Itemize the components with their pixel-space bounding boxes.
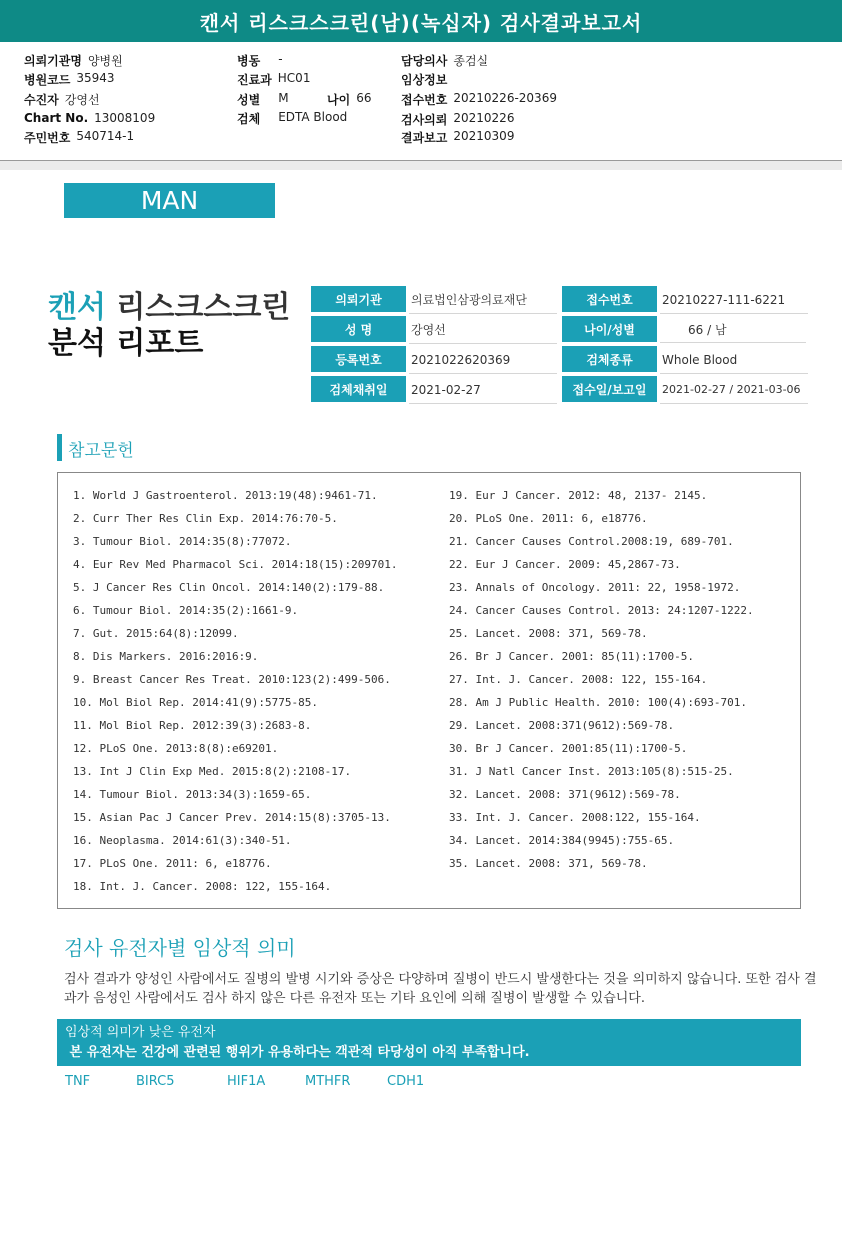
info-label-reg-no: 등록번호 [311,346,406,372]
reference-item: 5. J Cancer Res Clin Oncol. 2014:140(2):179-88. [73,581,385,594]
report-title-bar [0,0,842,42]
reference-item: 31. J Natl Cancer Inst. 2013:105(8):515-25. [449,765,734,778]
reference-item: 13. Int J Clin Exp Med. 2015:8(2):2108-17. [73,765,352,778]
info-value-collect-date: 2021-02-27 [409,376,557,404]
header-chart-no: Chart No. 13008109 [24,111,156,125]
reference-item: 16. Neoplasma. 2014:61(3):340-51. [73,834,292,847]
gene-label: TNF [65,1074,91,1089]
reference-item: 21. Cancer Causes Control.2008:19, 689-701. [449,535,734,548]
gene-label: CDH1 [387,1074,425,1089]
reference-item: 34. Lancet. 2014:384(9945):755-65. [449,834,675,847]
references-column-right [449,487,754,878]
gene-label: MTHFR [305,1074,351,1089]
references-column-left [73,487,398,901]
header-hospital-code: 병원코드 35943 [24,71,115,87]
header-doctor: 담당의사 종검실 [401,54,489,68]
reference-item: 9. Breast Cancer Res Treat. 2010:123(2):499-506. [73,673,391,686]
report-heading-riskscreen: 리스크스크린 [116,290,291,325]
reference-item: 4. Eur Rev Med Pharmacol Sci. 2014:18(15):209701. [73,558,398,571]
reference-item: 30. Br J Cancer. 2001:85(11):1700-5. [449,742,688,755]
reference-item: 33. Int. J. Cancer. 2008:122, 155-164. [449,811,701,824]
reference-item: 10. Mol Biol Rep. 2014:41(9):5775-85. [73,696,319,709]
report-title: 캔서 리스크스크린(남)(녹십자) 검사결과보고서 [199,10,643,35]
reference-item: 12. PLoS One. 2013:8(8):e69201. [73,742,279,755]
reference-item: 18. Int. J. Cancer. 2008: 122, 155-164. [73,880,332,893]
info-label-dates: 접수일/보고일 [562,376,657,402]
info-label-collect-date: 검체채취일 [311,376,406,402]
low-significance-title: 임상적 의미가 낮은 유전자 [65,1025,216,1040]
reference-item: 11. Mol Biol Rep. 2012:39(3):2683-8. [73,719,312,732]
header-receipt-no: 접수번호 20210226-20369 [401,91,557,107]
header-age: 나이 66 [327,91,372,107]
reference-item: 3. Tumour Biol. 2014:35(8):77072. [73,535,292,548]
info-value-specimen-type: Whole Blood [660,346,808,374]
significance-title: 검사 유전자별 임상적 의미 [64,936,296,960]
reference-item: 29. Lancet. 2008:371(9612):569-78. [449,719,675,732]
reference-item: 19. Eur J Cancer. 2012: 48, 2137- 2145. [449,489,708,502]
reference-item: 8. Dis Markers. 2016:2016:9. [73,650,259,663]
header-clinical-info: 임상정보 [401,73,448,87]
info-value-institution: 의료법인삼광의료재단 [409,286,557,314]
references-section-marker [57,434,62,461]
header-ward: 병동 - [237,52,283,68]
header-result-date: 결과보고 20210309 [401,129,515,145]
reference-item: 7. Gut. 2015:64(8):12099. [73,627,239,640]
header-resident-no: 주민번호 540714-1 [24,129,135,145]
info-label-receipt: 접수번호 [562,286,657,312]
header-specimen: 검체 EDTA Blood [237,110,348,126]
patient-header [0,42,842,160]
reference-item: 26. Br J Cancer. 2001: 85(11):1700-5. [449,650,695,663]
reference-item: 25. Lancet. 2008: 371, 569-78. [449,627,648,640]
info-value-name: 강영선 [409,316,557,344]
info-value-reg-no: 2021022620369 [409,346,557,374]
info-label-institution: 의뢰기관 [311,286,406,312]
report-heading-line2: 분석 리포트 [48,326,204,361]
gender-tag [64,183,275,218]
reference-item: 15. Asian Pac J Cancer Prev. 2014:15(8):3705-13. [73,811,391,824]
header-department: 진료과 HC01 [237,71,311,87]
reference-item: 27. Int. J. Cancer. 2008: 122, 155-164. [449,673,708,686]
header-patient: 수진자 강영선 [24,93,100,107]
header-band [0,161,842,170]
header-institution: 의뢰기관명 양병원 [24,54,123,68]
reference-item: 6. Tumour Biol. 2014:35(2):1661-9. [73,604,299,617]
reference-item: 35. Lancet. 2008: 371, 569-78. [449,857,648,870]
gene-label: BIRC5 [136,1074,175,1089]
report-heading [48,290,290,362]
info-label-age-sex: 나이/성별 [562,316,657,342]
info-label-name: 성 명 [311,316,406,342]
gene-label: HIF1A [227,1074,266,1089]
reference-item: 20. PLoS One. 2011: 6, e18776. [449,512,648,525]
report-heading-cancer: 캔서 [48,290,106,325]
reference-item: 28. Am J Public Health. 2010: 100(4):693-701. [449,696,748,709]
header-request-date: 검사의뢰 20210226 [401,111,515,127]
significance-description: 검사 결과가 양성인 사람에서도 질병의 발병 시기와 증상은 다양하며 질병이 반드시 발생한다는 것을 의미하지 않습니다. 또한 검사 결과가 음성인 사람에서도 검사 하지 않은 다른 유전자 또는 기타 요인에 의해 질병이 발생할 수 있습니다. [64,972,817,1006]
gender-tag-label: MAN [140,186,199,215]
reference-item: 2. Curr Ther Res Clin Exp. 2014:76:70-5. [73,512,338,525]
info-label-specimen-type: 검체종류 [562,346,657,372]
low-significance-description: 본 유전자는 건강에 관련된 행위가 유용하다는 객관적 타당성이 아직 부족합니다. [65,1045,530,1060]
reference-item: 17. PLoS One. 2011: 6, e18776. [73,857,272,870]
reference-item: 22. Eur J Cancer. 2009: 45,2867-73. [449,558,681,571]
reference-item: 23. Annals of Oncology. 2011: 22, 1958-1972. [449,581,741,594]
reference-item: 1. World J Gastroenterol. 2013:19(48):9461-71. [73,489,378,502]
references-box [57,472,801,909]
reference-item: 32. Lancet. 2008: 371(9612):569-78. [449,788,681,801]
reference-item: 24. Cancer Causes Control. 2013: 24:1207-1222. [449,604,754,617]
low-significance-banner [57,1019,801,1066]
references-title: 참고문헌 [68,441,134,461]
header-sex: 성별 M [237,91,289,107]
info-value-receipt: 20210227-111-6221 [660,286,808,314]
info-value-dates: 2021-02-27 / 2021-03-06 [660,376,808,404]
info-value-age-sex: 66 / 남 [660,316,806,343]
reference-item: 14. Tumour Biol. 2013:34(3):1659-65. [73,788,312,801]
